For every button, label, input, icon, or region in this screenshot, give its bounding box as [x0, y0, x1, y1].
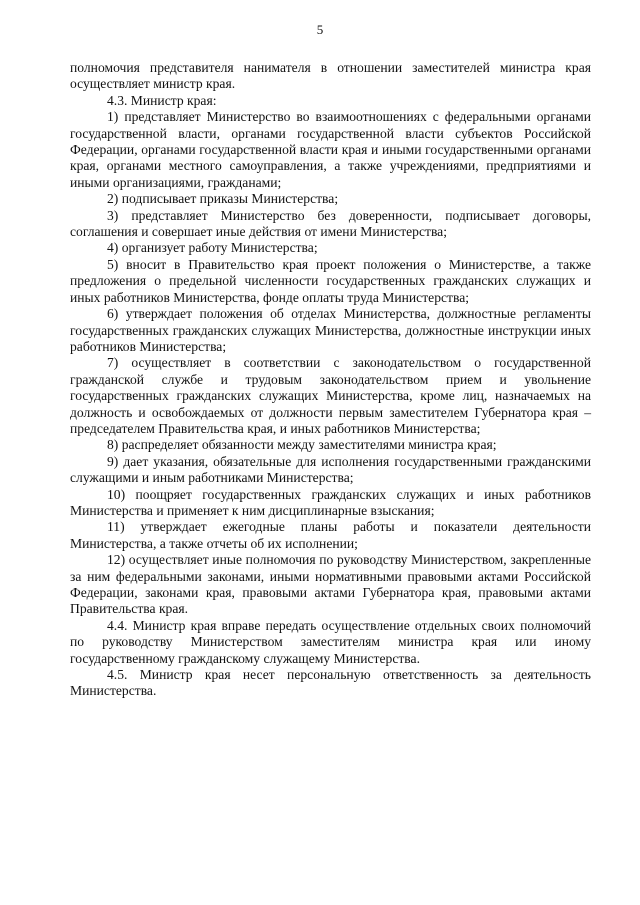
section-heading-4-3: 4.3. Министр края: [107, 92, 217, 108]
list-item-1: 1) представляет Министерство во взаимоотношениях с федеральными органами государственной власти, органами государственной власти субъектов Российской Федерации, органами государственной власти края и иными государственными органами края, органами местного самоуправления, а также учреждениями, предприятиями и иными организациями, гражданами; [70, 109, 591, 190]
list-item-11: 11) утверждает ежегодные планы работы и показатели деятельности Министерства, а также отчеты об их исполнении; [70, 519, 591, 551]
paragraph-continuation: полномочия представителя нанимателя в отношении заместителей министра края осуществляет министр края. [70, 60, 591, 92]
list-item-8: 8) распределяет обязанности между заместителями министра края; [107, 437, 497, 453]
list-item-4: 4) организует работу Министерства; [107, 240, 318, 256]
list-item-6: 6) утверждает положения об отделах Министерства, должностные регламенты государственных гражданских служащих Министерства, должностные инструкции иных работников Министерства; [70, 306, 591, 354]
list-item-5: 5) вносит в Правительство края проект положения о Министерстве, а также предложения о предельной численности государственных гражданских служащих и иных работников Министерства, фонде оплаты труда Министерства; [70, 256, 591, 305]
list-item-3: 3) представляет Министерство без доверенности, подписывает договоры, соглашения и совершает иные действия от имени Министерства; [70, 207, 591, 240]
section-4-5: 4.5. Министр края несет персональную ответственность за деятельность Министерства. [70, 667, 591, 699]
section-4-4: 4.4. Министр края вправе передать осуществление отдельных своих полномочий по руководству Министерством заместителям министра края или иному государственному гражданскому служащему Министерства. [70, 617, 591, 666]
document-body [70, 60, 591, 700]
list-item-2: 2) подписывает приказы Министерства; [107, 191, 339, 207]
page-number: 5 [316, 22, 324, 37]
list-item-9: 9) дает указания, обязательные для исполнения государственными гражданскими служащими и иным работниками Министерства; [70, 453, 591, 486]
list-item-7: 7) осуществляет в соответствии с законодательством о государственной гражданской службе и трудовым законодательством прием и увольнение государственных гражданских служащих Министерства, кроме лиц, назначаемых на должность и освобождаемых от должности первым заместителем Губернатора края – председателем Правительства края, и иных работников Министерства; [70, 355, 591, 436]
list-item-12: 12) осуществляет иные полномочия по руководству Министерством, закрепленные за ним федеральными законами, иными нормативными правовыми актами Российской Федерации, законами края, правовыми актами Губернатора края, правовыми актами Правительства края. [70, 552, 591, 617]
list-item-10: 10) поощряет государственных гражданских служащих и иных работников Министерства и применяет к ним дисциплинарные взыскания; [70, 486, 591, 518]
